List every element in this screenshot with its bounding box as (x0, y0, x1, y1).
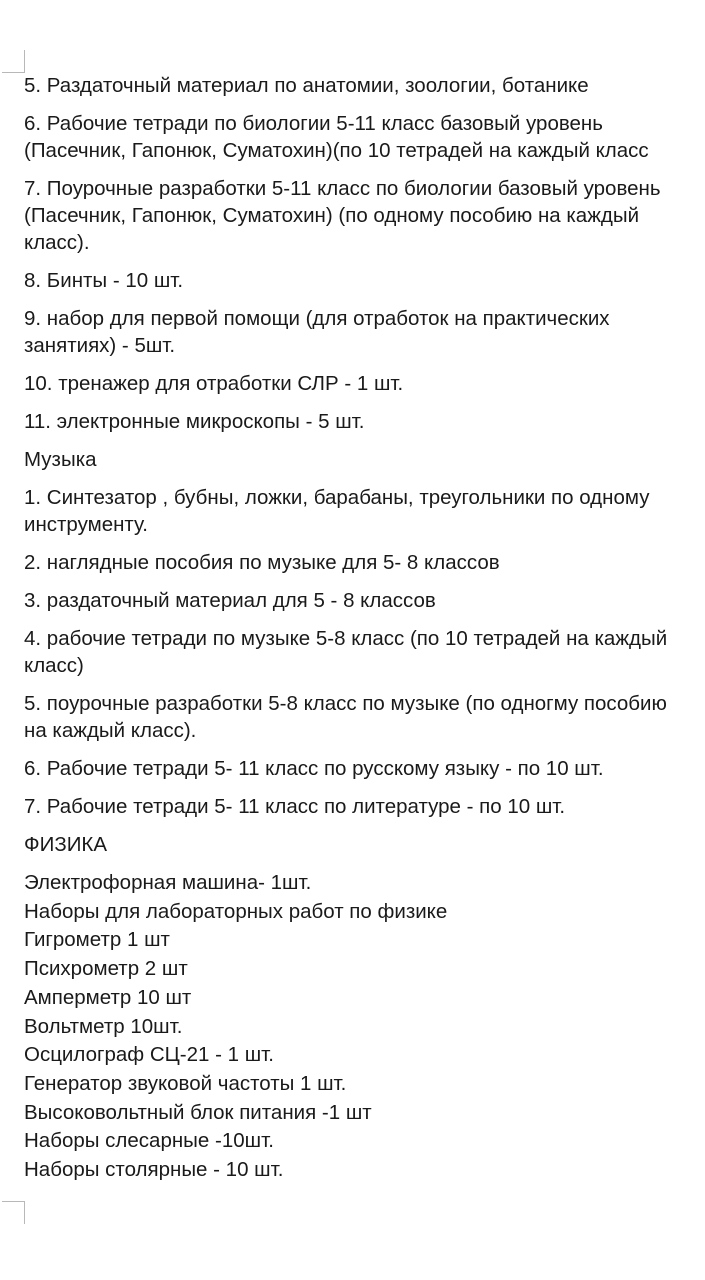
list-item: Психрометр 2 шт (24, 957, 188, 981)
list-item-line: 6. Рабочие тетради 5- 11 класс по русскому языку - по 10 шт. (24, 757, 604, 780)
list-item (24, 625, 705, 679)
list-item-line: на каждый класс). (24, 719, 197, 742)
list-item-line: класс). (24, 231, 90, 254)
list-item (24, 408, 705, 435)
list-item (24, 175, 705, 256)
list-item-line: 2. наглядные пособия по музыке для 5- 8 классов (24, 551, 500, 574)
crop-mark-top (2, 50, 25, 73)
list-item: Вольтметр 10шт. (24, 1014, 183, 1038)
music-equipment-list (24, 484, 705, 820)
list-item-line: (Пасечник, Гапонюк, Суматохин) (по одному пособию на каждый (24, 204, 640, 227)
list-item-line: 7. Рабочие тетради 5- 11 класс по литературе - по 10 шт. (24, 795, 566, 818)
list-item: Наборы столярные - 10 шт. (24, 1158, 284, 1182)
list-item-line: 4. рабочие тетради по музыке 5-8 класс (по 10 тетрадей на каждый (24, 627, 668, 650)
biology-equipment-list (24, 72, 705, 435)
list-item-line: (Пасечник, Гапонюк, Суматохин)(по 10 тетрадей на каждый класс (24, 139, 649, 162)
list-item (24, 370, 705, 397)
list-item-line: 5. поурочные разработки 5-8 класс по музыке (по одногму пособию (24, 692, 667, 715)
section-heading-music: Музыка (24, 448, 97, 471)
list-item-line: 8. Бинты - 10 шт. (24, 269, 184, 292)
crop-mark-bottom (2, 1201, 25, 1224)
list-item: Гигрометр 1 шт (24, 928, 170, 952)
list-item (24, 267, 705, 294)
list-item-line: 1. Синтезатор , бубны, ложки, барабаны, треугольники по одному (24, 486, 650, 509)
list-item (24, 484, 705, 538)
list-item: Наборы для лабораторных работ по физике (24, 899, 448, 923)
list-item (24, 690, 705, 744)
list-item: Амперметр 10 шт (24, 985, 192, 1009)
list-item: Наборы слесарные -10шт. (24, 1129, 274, 1153)
list-item-line: 9. набор для первой помощи (для отработок на практических (24, 307, 610, 330)
list-item: Генератор звуковой частоты 1 шт. (24, 1071, 347, 1095)
section-heading-physics: ФИЗИКА (24, 833, 108, 856)
list-item-line: 5. Раздаточный материал по анатомии, зоологии, ботанике (24, 74, 589, 97)
list-item (24, 305, 705, 359)
list-item (24, 72, 705, 99)
list-item-line: 6. Рабочие тетради по биологии 5-11 класс базовый уровень (24, 112, 603, 135)
list-item (24, 549, 705, 576)
list-item-line: инструменту. (24, 513, 148, 536)
list-item-line: 3. раздаточный материал для 5 - 8 классов (24, 589, 436, 612)
list-item-line: 7. Поурочные разработки 5-11 класс по биологии базовый уровень (24, 177, 661, 200)
list-item-line: класс) (24, 654, 84, 677)
physics-equipment-list (24, 869, 705, 1185)
list-item (24, 587, 705, 614)
list-item (24, 755, 705, 782)
document-content (24, 72, 705, 1185)
list-item-line: 10. тренажер для отработки СЛР - 1 шт. (24, 372, 404, 395)
list-item-line: 11. электронные микроскопы - 5 шт. (24, 410, 365, 433)
list-item (24, 793, 705, 820)
list-item (24, 110, 705, 164)
list-item: Электрофорная машина- 1шт. (24, 871, 312, 894)
list-item: Высоковольтный блок питания -1 шт (24, 1100, 372, 1124)
list-item-line: занятиях) - 5шт. (24, 334, 176, 357)
list-item: Осцилограф СЦ-21 - 1 шт. (24, 1043, 274, 1067)
